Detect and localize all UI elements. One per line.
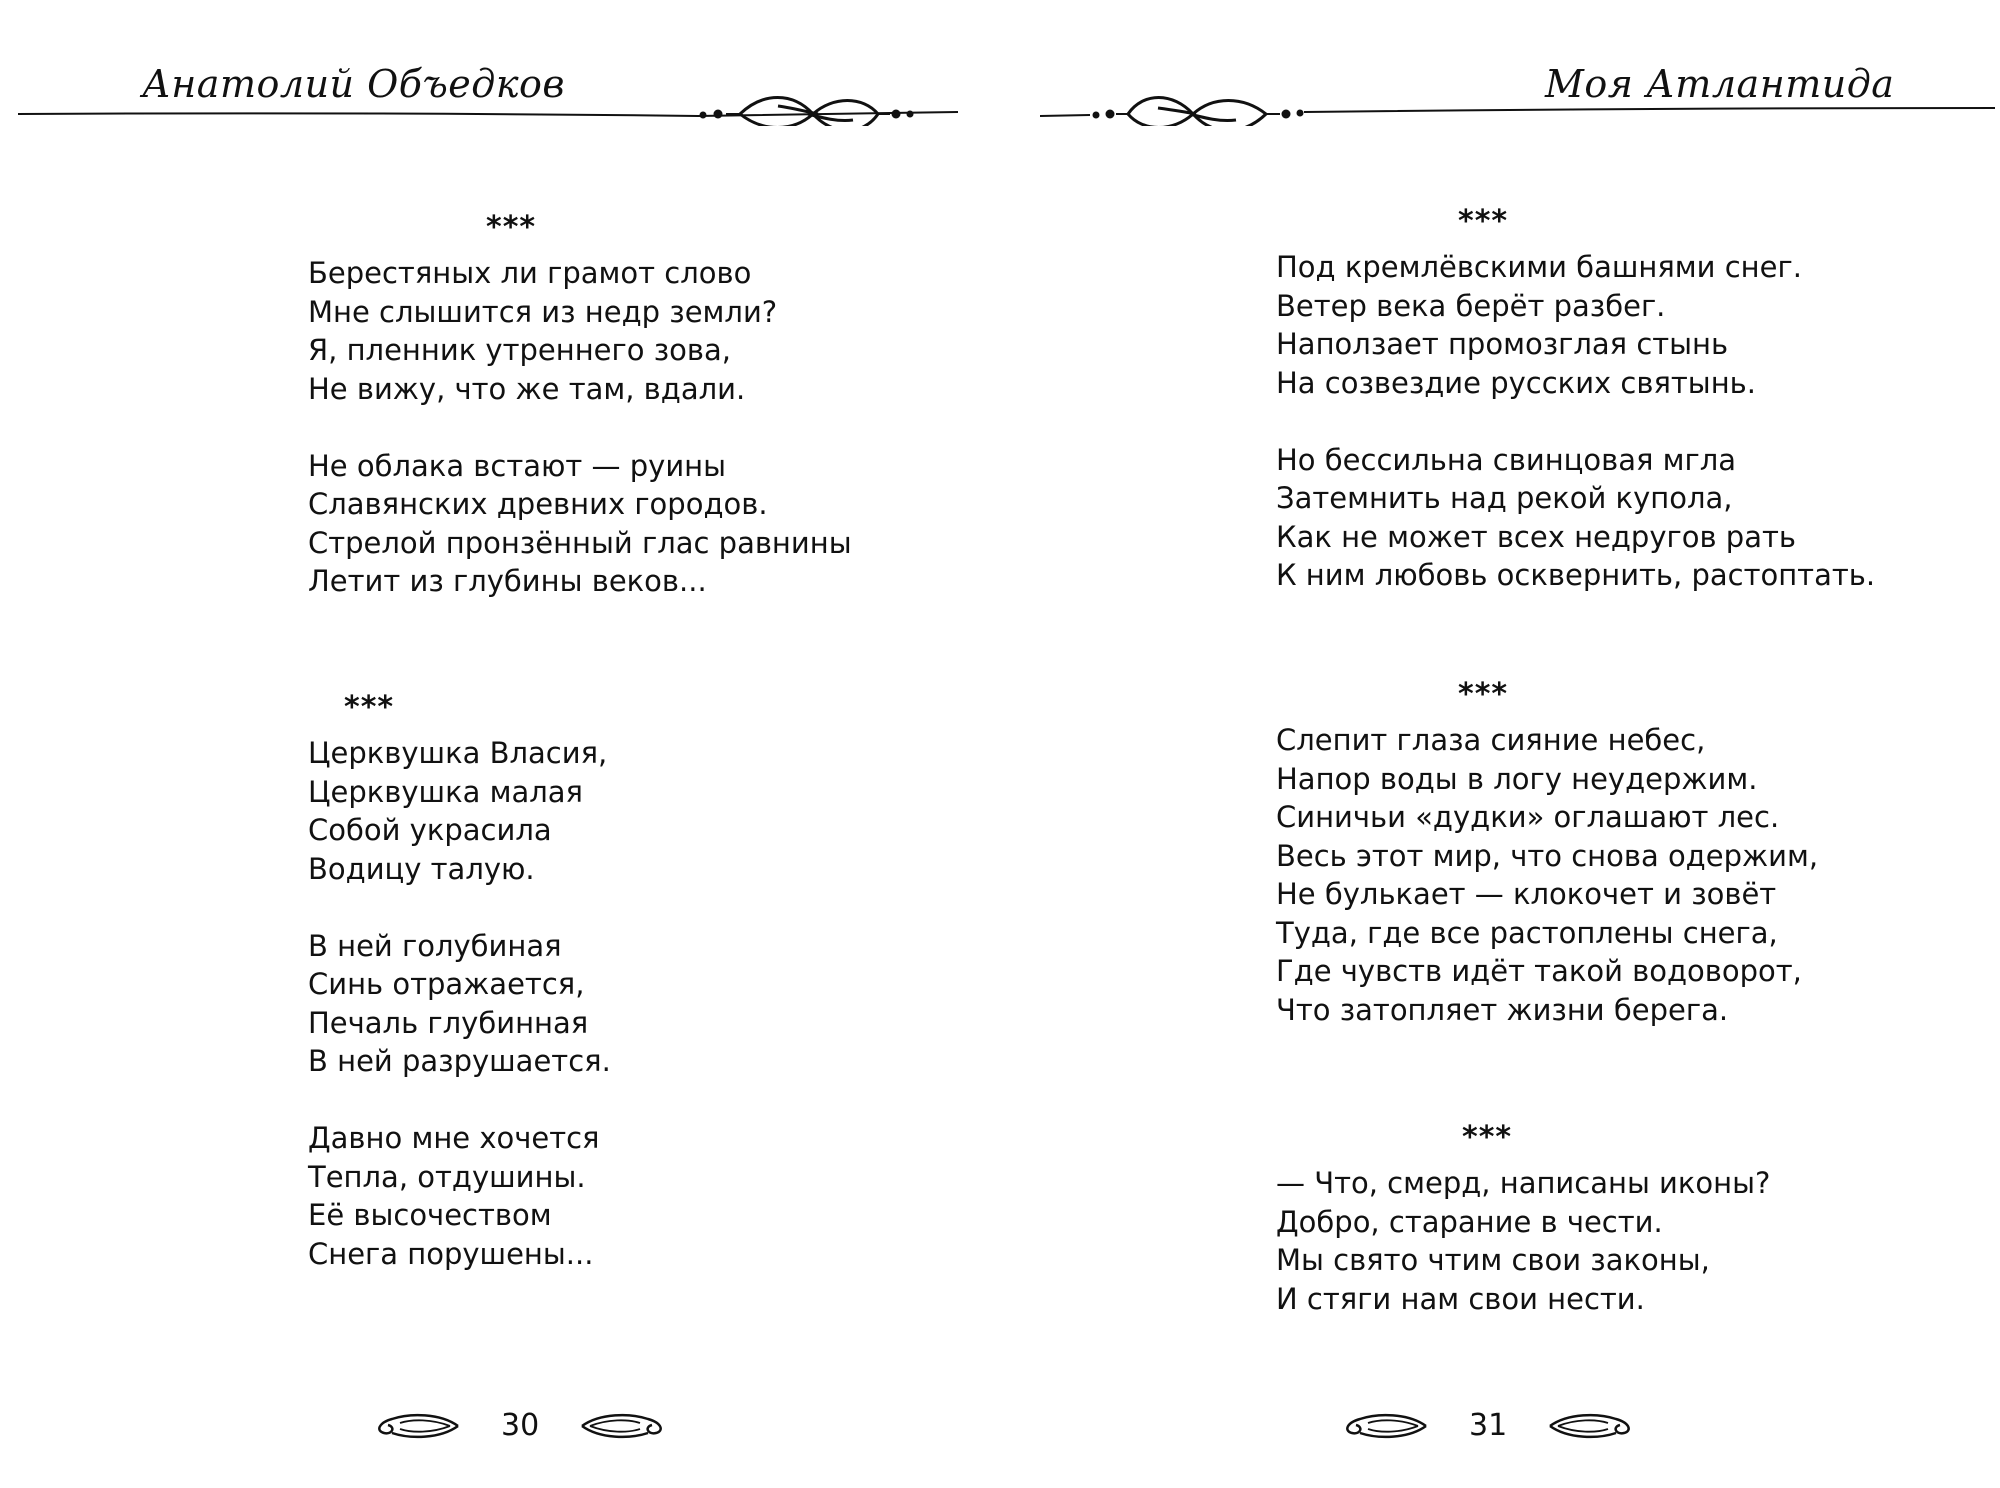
- running-head-author: Анатолий Объедков: [142, 62, 566, 106]
- swirl-ornament-icon: [580, 1409, 670, 1443]
- poem-line: Туда, где все растоплены снега,: [1276, 915, 1778, 950]
- page-number: 31: [1469, 1408, 1508, 1443]
- head-rule-ornament-right: [1040, 82, 2000, 126]
- poem-separator: ***: [1458, 204, 1509, 239]
- poem-line: Её высочеством: [308, 1198, 552, 1232]
- poem-line: Не булькает — клокочет и зовёт: [1276, 877, 1777, 911]
- poem-line: Не вижу, что же там, вдали.: [308, 371, 746, 406]
- poem-line: Как не может всех недругов рать: [1276, 519, 1796, 554]
- poem-tserkvushka: [308, 688, 611, 1273]
- poem-line: Снега порушены...: [308, 1236, 594, 1271]
- poem-line: Я, пленник утреннего зова,: [308, 333, 731, 367]
- poem-line: И стяги нам свои нести.: [1276, 1281, 1645, 1316]
- poem-line: — Что, смерд, написаны иконы?: [1276, 1166, 1771, 1200]
- poem-line: Не облака встают — руины: [308, 448, 727, 483]
- swirl-ornament-icon: [1338, 1409, 1428, 1443]
- poem-line: Водицу талую.: [308, 851, 535, 886]
- poem-separator: ***: [1462, 1120, 1513, 1155]
- swirl-ornament-icon: [1548, 1409, 1638, 1443]
- poem-line: Печаль глубинная: [308, 1005, 589, 1040]
- poem-separator: ***: [1458, 677, 1509, 712]
- swirl-ornament-icon: [370, 1409, 460, 1443]
- right-page: [1000, 0, 2000, 1488]
- poem-line: Берестяных ли грамот слово: [308, 256, 752, 290]
- poem-line: Синь отражается,: [308, 967, 585, 1001]
- poem-separator: ***: [486, 210, 537, 245]
- poem-line: Что затопляет жизни берега.: [1276, 992, 1729, 1027]
- poem-line: Под кремлёвскими башнями снег.: [1276, 250, 1802, 284]
- poem-line: Церквушка малая: [308, 774, 583, 809]
- poem-kremlin: [1276, 202, 1875, 595]
- poem-line: Синичьи «дудки» оглашают лес.: [1276, 800, 1780, 834]
- poem-icons: [1276, 1118, 1770, 1318]
- poem-line: Ветер века берёт разбег.: [1276, 288, 1666, 323]
- poem-line: Стрелой пронзённый глас равнины: [308, 525, 852, 560]
- poem-berestyanye: [308, 208, 852, 601]
- running-head-book-title: Моя Атлантида: [1545, 62, 1895, 106]
- poem-line: Весь этот мир, что снова одержим,: [1276, 838, 1819, 873]
- poem-line: Тепла, отдушины.: [308, 1159, 586, 1194]
- poem-line: Церквушка Власия,: [308, 736, 608, 770]
- poem-line: Мне слышится из недр земли?: [308, 294, 778, 329]
- head-rule-ornament-left: [18, 82, 978, 126]
- poem-line: В ней голубиная: [308, 928, 562, 963]
- poem-line: Давно мне хочется: [308, 1121, 600, 1155]
- poem-line: Напор воды в логу неудержим.: [1276, 761, 1758, 796]
- poem-line: Слепит глаза сияние небес,: [1276, 723, 1706, 757]
- poem-line: Добро, старание в чести.: [1276, 1204, 1663, 1239]
- page-number-block: [1338, 1408, 1638, 1448]
- poem-line: Летит из глубины веков...: [308, 564, 707, 598]
- poem-spring: [1276, 675, 1818, 1029]
- poem-line: Но бессильна свинцовая мгла: [1276, 442, 1737, 477]
- poem-line: Наползает промозглая стынь: [1276, 327, 1729, 361]
- poem-line: В ней разрушается.: [308, 1044, 611, 1078]
- poem-line: Собой украсила: [308, 813, 552, 847]
- poem-line: Где чувств идёт такой водоворот,: [1276, 954, 1802, 988]
- poem-line: Затемнить над рекой купола,: [1276, 481, 1733, 515]
- poem-line: К ним любовь осквернить, растоптать.: [1276, 558, 1876, 592]
- poem-line: На созвездие русских святынь.: [1276, 365, 1756, 400]
- poem-separator: ***: [344, 690, 395, 725]
- poem-line: Мы свято чтим свои законы,: [1276, 1243, 1710, 1277]
- poem-line: Славянских древних городов.: [308, 487, 768, 521]
- page-number-block: [370, 1408, 670, 1448]
- page-number: 30: [501, 1408, 540, 1443]
